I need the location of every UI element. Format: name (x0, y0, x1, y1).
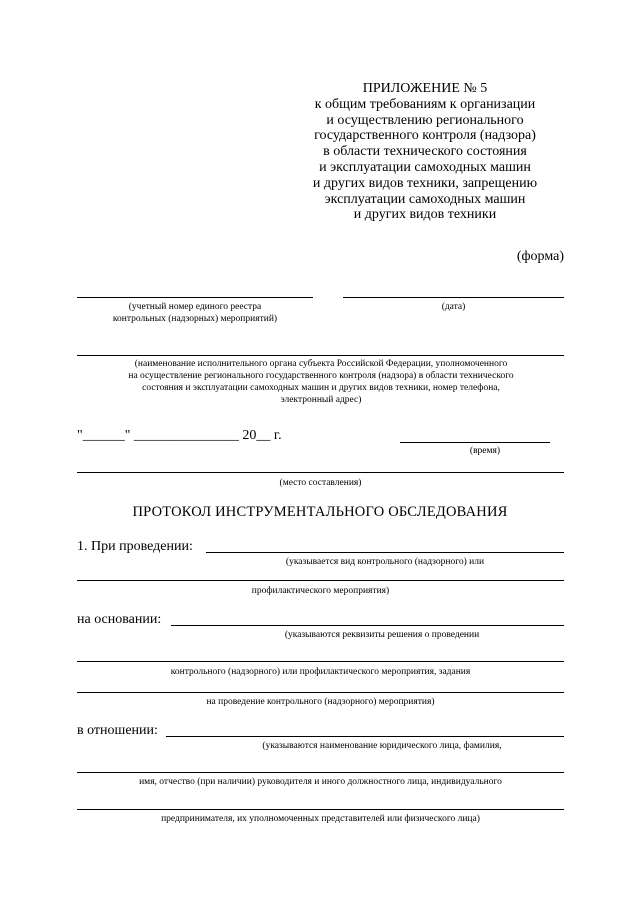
regarding-label: в отношении: (77, 723, 158, 738)
authority-line[interactable] (77, 355, 564, 356)
regarding-line[interactable] (166, 736, 564, 737)
basis-line-3[interactable] (77, 692, 564, 693)
header-line: эксплуатации самоходных машин (324, 191, 526, 207)
date-line[interactable] (343, 297, 564, 298)
appendix-header (300, 81, 550, 223)
header-line: и осуществлению регионального (326, 112, 524, 128)
time-line[interactable] (400, 442, 550, 443)
protocol-title: ПРОТОКОЛ ИНСТРУМЕНТАЛЬНОГО ОБСЛЕДОВАНИЯ (132, 504, 508, 520)
form-label: (форма) (516, 249, 564, 264)
registry-number-line[interactable] (77, 297, 313, 298)
header-line: и других видов техники (353, 207, 497, 223)
regarding-caption-1: (указываются наименование юридического лица, фамилия, (262, 741, 502, 751)
section1-label: 1. При проведении: (77, 539, 193, 554)
header-line: государственного контроля (надзора) (314, 128, 536, 144)
basis-caption-1: (указываются реквизиты решения о проведении (284, 630, 480, 640)
header-line: и других видов техники, запрещению (312, 175, 538, 191)
basis-line-2[interactable] (77, 661, 564, 662)
time-caption: (время) (469, 446, 501, 456)
header-line: к общим требованиям к организации (314, 96, 536, 112)
basis-caption-3: на проведение контрольного (надзорного) мероприятия) (206, 697, 435, 707)
section1-caption-1: (указывается вид контрольного (надзорного) или (285, 557, 485, 567)
appendix-title: ПРИЛОЖЕНИЕ № 5 (362, 81, 488, 96)
authority-caption: (наименование исполнительного органа субъекта Российской Федерации, уполномоченного на осуществление регионального государственного контроля (надзора) в области технического состояния и эксплуатации самоходных машин и других видов техники, номер телефона, электронный адрес) (128, 359, 514, 405)
place-caption: (место составления) (279, 478, 362, 488)
regarding-line-2[interactable] (77, 772, 564, 773)
regarding-caption-2: имя, отчество (при наличии) руководителя и иного должностного лица, индивидуального (139, 777, 502, 787)
basis-caption-2: контрольного (надзорного) или профилактического мероприятия, задания (170, 667, 471, 677)
date-caption: (дата) (441, 302, 466, 312)
basis-line[interactable] (171, 625, 564, 626)
date-template: "______" _______________ 20__ г. (77, 428, 282, 443)
section1-caption-2: профилактического мероприятия) (251, 586, 390, 596)
regarding-caption-3: предпринимателя, их уполномоченных представителей или физического лица) (161, 814, 480, 824)
section1-line[interactable] (206, 552, 564, 553)
registry-number-caption: (учетный номер единого реестра контрольных (надзорных) мероприятий) (112, 302, 278, 324)
regarding-line-3[interactable] (77, 809, 564, 810)
header-line: в области технического состояния (323, 144, 527, 160)
place-line[interactable] (77, 472, 564, 473)
section1-line-2[interactable] (77, 580, 564, 581)
basis-label: на основании: (77, 612, 162, 627)
header-line: и эксплуатации самоходных машин (319, 159, 531, 175)
